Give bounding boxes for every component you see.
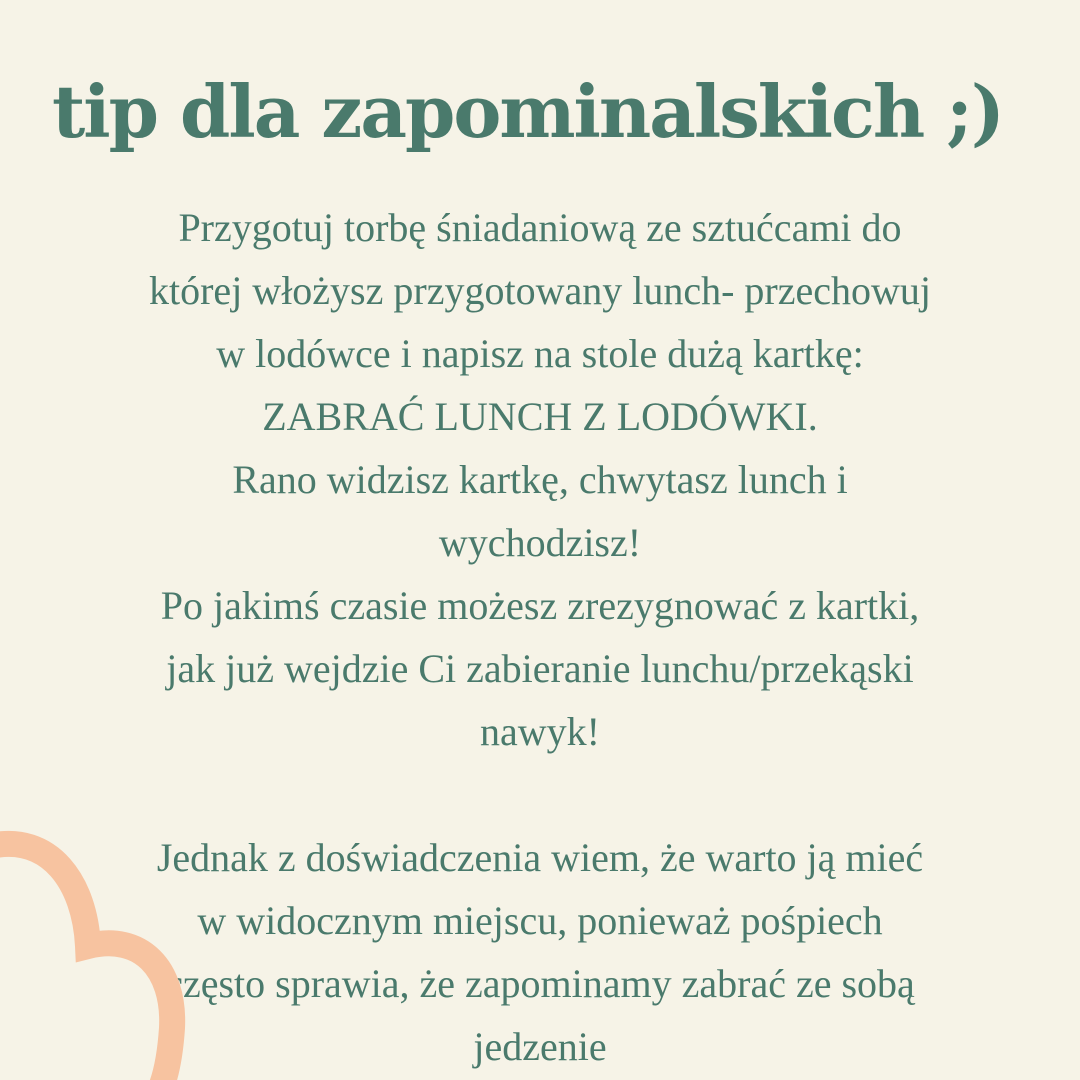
cloud-decoration [0, 828, 200, 1080]
note-line: jedzenie [473, 1024, 607, 1069]
tip-line: Rano widzisz kartkę, chwytasz lunch i [232, 457, 848, 502]
paragraph-gap [90, 763, 990, 826]
note-line: w widocznym miejscu, ponieważ pośpiech [197, 898, 883, 943]
tip-line: w lodówce i napisz na stole dużą kartkę: [216, 331, 864, 376]
note-line: Jednak z doświadczenia wiem, że warto ją mieć [156, 835, 924, 880]
tip-line: ZABRAĆ LUNCH Z LODÓWKI. [262, 394, 818, 439]
tip-line: nawyk! [480, 709, 600, 754]
tip-line: wychodzisz! [438, 520, 642, 565]
tip-text [90, 196, 990, 1078]
slide-title: tip dla zapominalskich ;) [52, 69, 1003, 154]
tip-line: Przygotuj torbę śniadaniową ze sztućcami do [178, 205, 902, 250]
cloud-outline [0, 844, 172, 1080]
tip-line: jak już wejdzie Ci zabieranie lunchu/przekąski [166, 646, 914, 691]
tip-line: której włożysz przygotowany lunch- przechowuj [149, 268, 931, 313]
note-line: często sprawia, że zapominamy zabrać ze sobą [165, 961, 915, 1006]
tip-line: Po jakimś czasie możesz zrezygnować z kartki, [160, 583, 920, 628]
